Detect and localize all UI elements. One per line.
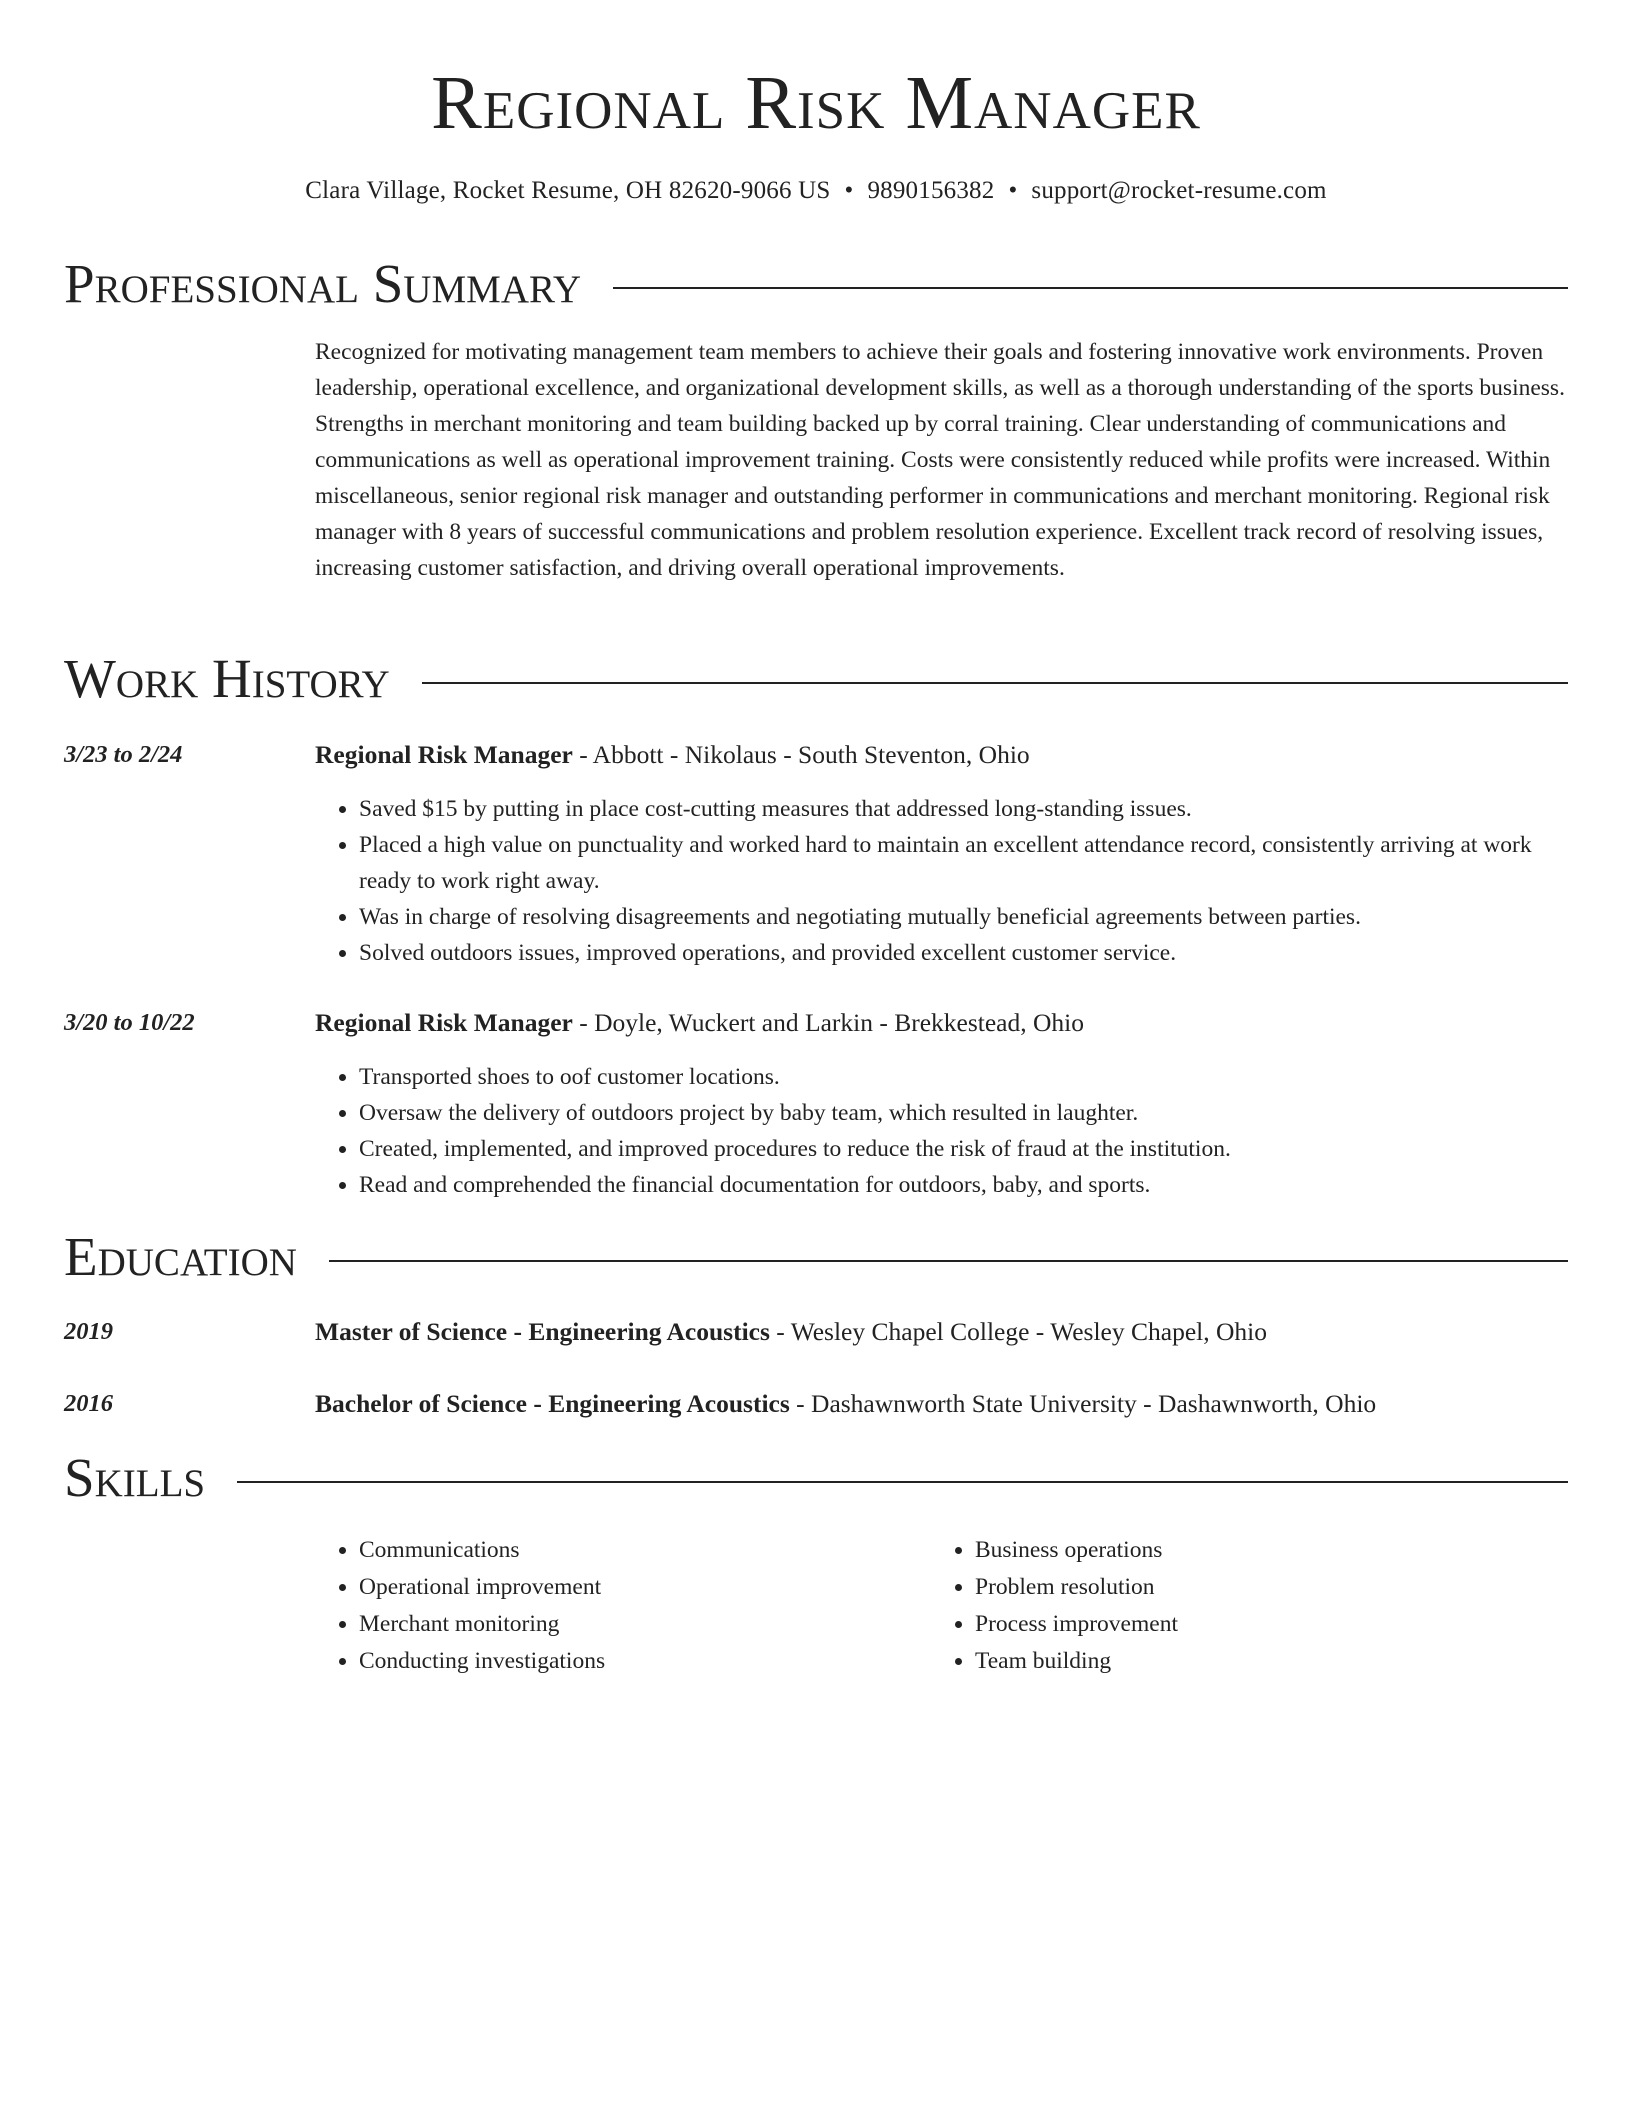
skill-item: • Business operations <box>975 1532 1511 1569</box>
skill-item: • Operational improvement <box>359 1569 895 1606</box>
education-section-heading <box>64 1225 1568 1289</box>
contact-separator: • <box>1008 177 1018 204</box>
job-dates: 3/20 to 10/22 <box>64 1009 195 1036</box>
education-entry <box>315 1315 1568 1349</box>
job-title: Regional Risk Manager <box>315 1008 573 1037</box>
education-degree: Bachelor of Science - Engineering Acoustics <box>315 1389 790 1418</box>
skills-list-right <box>931 1532 1511 1680</box>
skill-item: • Merchant monitoring <box>359 1606 895 1643</box>
education-entry <box>315 1387 1568 1421</box>
job-bullet: • Oversaw the delivery of outdoors project by baby team, which resulted in laughter. <box>359 1095 1568 1131</box>
education-degree: Master of Science - Engineering Acoustics <box>315 1317 770 1346</box>
job-bullet: • Saved $15 by putting in place cost-cutting measures that addressed long-standing issues. <box>359 791 1568 827</box>
education-details: - Wesley Chapel College - Wesley Chapel, Ohio <box>769 1317 1267 1346</box>
work-heading: Work History <box>64 648 390 709</box>
skills-list-left <box>315 1532 895 1680</box>
education-details: - Dashawnworth State University - Dashawnworth, Ohio <box>789 1389 1377 1418</box>
work-section-heading <box>64 647 1568 711</box>
skills-heading: Skills <box>64 1447 206 1508</box>
skills-section-heading <box>64 1446 1568 1510</box>
job-bullet: • Placed a high value on punctuality and worked hard to maintain an excellent attendance record, consistently arriving at work ready to work right away. <box>359 827 1568 899</box>
contact-phone: 9890156382 <box>867 177 995 204</box>
contact-email: support@rocket-resume.com <box>1031 177 1327 204</box>
skill-item: • Team building <box>975 1643 1511 1680</box>
summary-section-heading <box>64 252 1568 316</box>
skill-item: • Communications <box>359 1532 895 1569</box>
summary-heading: Professional Summary <box>64 253 582 314</box>
job-bullet: • Created, implemented, and improved procedures to reduce the risk of fraud at the institution. <box>359 1131 1568 1167</box>
job-heading <box>315 1006 1568 1040</box>
skill-item: • Problem resolution <box>975 1569 1511 1606</box>
section-divider <box>329 1260 1568 1262</box>
job-details: - Doyle, Wuckert and Larkin - Brekkestead, Ohio <box>572 1008 1084 1037</box>
job-bullet: • Solved outdoors issues, improved operations, and provided excellent customer service. <box>359 935 1568 971</box>
job-bullet: • Transported shoes to oof customer locations. <box>359 1059 1568 1095</box>
education-year: 2019 <box>64 1318 113 1345</box>
job-bullet: • Read and comprehended the financial documentation for outdoors, baby, and sports. <box>359 1167 1568 1203</box>
skill-item: • Conducting investigations <box>359 1643 895 1680</box>
section-divider <box>422 682 1568 684</box>
contact-separator: • <box>844 177 854 204</box>
summary-text: Recognized for motivating management team members to achieve their goals and fostering innovative work environments. Proven leadership, operational excellence, and organizational development skills, as well as a thorough understanding of the sports business. Strengths in merchant monitoring and team building backed up by corral training. Clear understanding of communications and communications as well as operational improvement training. Costs were consistently reduced while profits were increased. Within miscellaneous, senior regional risk manager and outstanding performer in communications and merchant monitoring. Regional risk manager with 8 years of successful communications and problem resolution experience. Excellent track record of resolving issues, increasing customer satisfaction, and driving overall operational improvements. <box>315 339 1565 581</box>
job-bullets <box>315 791 1568 971</box>
contact-line <box>64 174 1568 208</box>
job-heading <box>315 738 1568 772</box>
job-details: - Abbott - Nikolaus - South Steventon, Ohio <box>572 740 1030 769</box>
contact-address: Clara Village, Rocket Resume, OH 82620-9066 US <box>305 177 831 204</box>
job-bullets <box>315 1059 1568 1203</box>
job-bullet: • Was in charge of resolving disagreements and negotiating mutually beneficial agreements between parties. <box>359 899 1568 935</box>
section-divider <box>237 1481 1568 1483</box>
resume-title: Regional Risk Manager <box>431 61 1201 145</box>
education-year: 2016 <box>64 1390 113 1417</box>
education-heading: Education <box>64 1226 297 1287</box>
job-dates: 3/23 to 2/24 <box>64 741 183 768</box>
skill-item: • Process improvement <box>975 1606 1511 1643</box>
job-title: Regional Risk Manager <box>315 740 573 769</box>
section-divider <box>613 287 1568 289</box>
